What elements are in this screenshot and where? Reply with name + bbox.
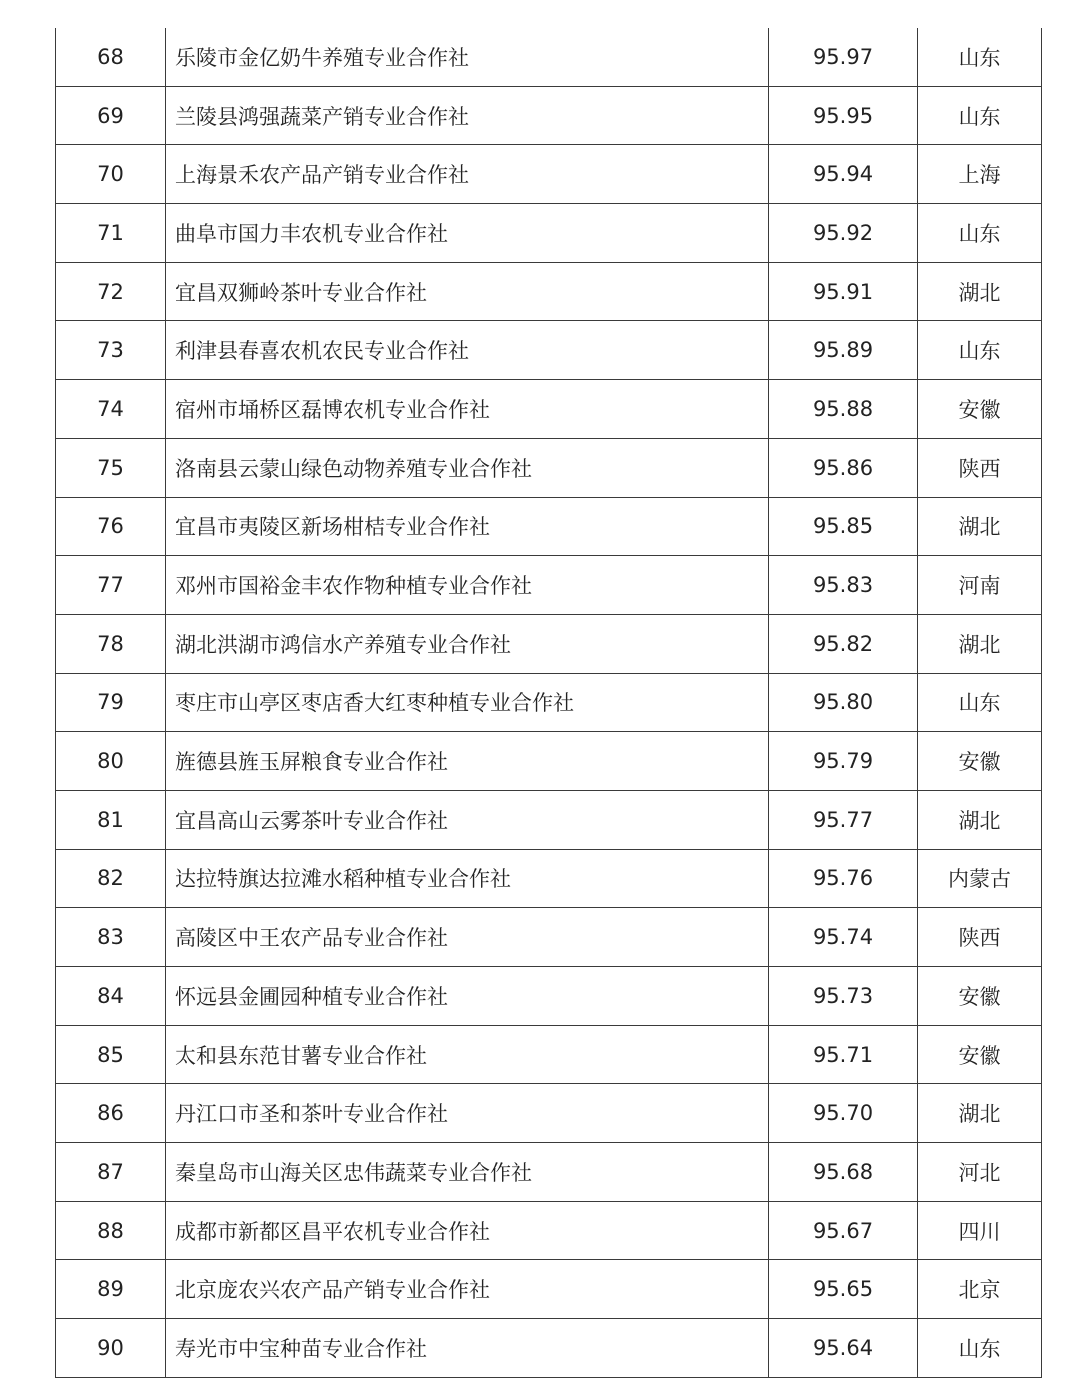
score-cell: 95.73 [769,967,918,1026]
cooperative-name-cell: 成都市新都区昌平农机专业合作社 [166,1201,769,1260]
score-cell: 95.74 [769,908,918,967]
province-cell: 北京 [918,1260,1042,1319]
rank-cell: 88 [56,1201,166,1260]
table-row [56,145,1042,204]
rank-cell: 87 [56,1143,166,1202]
province-cell: 四川 [918,1201,1042,1260]
score-cell: 95.86 [769,438,918,497]
cooperative-name-cell: 宜昌高山云雾茶叶专业合作社 [166,790,769,849]
rank-cell: 86 [56,1084,166,1143]
cooperative-name-cell: 洛南县云蒙山绿色动物养殖专业合作社 [166,438,769,497]
rank-cell: 80 [56,732,166,791]
province-cell: 山东 [918,673,1042,732]
cooperative-name-cell: 秦皇岛市山海关区忠伟蔬菜专业合作社 [166,1143,769,1202]
table-row [56,1319,1042,1378]
rank-cell: 79 [56,673,166,732]
cooperative-name-cell: 邓州市国裕金丰农作物种植专业合作社 [166,556,769,615]
cooperative-name-cell: 宜昌市夷陵区新场柑桔专业合作社 [166,497,769,556]
province-cell: 河北 [918,1143,1042,1202]
table-row [56,849,1042,908]
rank-cell: 89 [56,1260,166,1319]
cooperative-name-cell: 上海景禾农产品产销专业合作社 [166,145,769,204]
cooperative-name-cell: 乐陵市金亿奶牛养殖专业合作社 [166,28,769,86]
score-cell: 95.91 [769,262,918,321]
table-row [56,86,1042,145]
province-cell: 湖北 [918,1084,1042,1143]
province-cell: 湖北 [918,497,1042,556]
province-cell: 内蒙古 [918,849,1042,908]
table-row [56,1084,1042,1143]
table-row [56,673,1042,732]
province-cell: 山东 [918,1319,1042,1378]
score-cell: 95.88 [769,380,918,439]
table-row [56,614,1042,673]
score-cell: 95.95 [769,86,918,145]
table-row [56,438,1042,497]
province-cell: 安徽 [918,380,1042,439]
score-cell: 95.97 [769,28,918,86]
table-row [56,1201,1042,1260]
score-cell: 95.92 [769,204,918,263]
rank-cell: 84 [56,967,166,1026]
table-row [56,321,1042,380]
rank-cell: 83 [56,908,166,967]
cooperative-name-cell: 宿州市埇桥区磊博农机专业合作社 [166,380,769,439]
cooperative-name-cell: 寿光市中宝种苗专业合作社 [166,1319,769,1378]
ranking-table-body [56,28,1042,1377]
table-row [56,204,1042,263]
score-cell: 95.83 [769,556,918,615]
score-cell: 95.77 [769,790,918,849]
score-cell: 95.64 [769,1319,918,1378]
province-cell: 陕西 [918,908,1042,967]
cooperative-name-cell: 高陵区中王农产品专业合作社 [166,908,769,967]
cooperative-name-cell: 湖北洪湖市鸿信水产养殖专业合作社 [166,614,769,673]
score-cell: 95.89 [769,321,918,380]
cooperative-name-cell: 北京庞农兴农产品产销专业合作社 [166,1260,769,1319]
province-cell: 山东 [918,204,1042,263]
rank-cell: 70 [56,145,166,204]
cooperative-name-cell: 兰陵县鸿强蔬菜产销专业合作社 [166,86,769,145]
rank-cell: 68 [56,28,166,86]
score-cell: 95.76 [769,849,918,908]
province-cell: 山东 [918,28,1042,86]
score-cell: 95.68 [769,1143,918,1202]
province-cell: 山东 [918,86,1042,145]
rank-cell: 76 [56,497,166,556]
cooperative-name-cell: 曲阜市国力丰农机专业合作社 [166,204,769,263]
cooperative-name-cell: 枣庄市山亭区枣店香大红枣种植专业合作社 [166,673,769,732]
rank-cell: 82 [56,849,166,908]
cooperative-name-cell: 旌德县旌玉屏粮食专业合作社 [166,732,769,791]
table-row [56,556,1042,615]
table-row [56,262,1042,321]
score-cell: 95.80 [769,673,918,732]
rank-cell: 90 [56,1319,166,1378]
cooperative-name-cell: 丹江口市圣和茶叶专业合作社 [166,1084,769,1143]
cooperative-name-cell: 达拉特旗达拉滩水稻种植专业合作社 [166,849,769,908]
table-row [56,1025,1042,1084]
province-cell: 山东 [918,321,1042,380]
cooperative-name-cell: 宜昌双狮岭茶叶专业合作社 [166,262,769,321]
score-cell: 95.94 [769,145,918,204]
province-cell: 湖北 [918,262,1042,321]
table-row [56,1260,1042,1319]
score-cell: 95.70 [769,1084,918,1143]
cooperative-name-cell: 利津县春喜农机农民专业合作社 [166,321,769,380]
score-cell: 95.71 [769,1025,918,1084]
rank-cell: 71 [56,204,166,263]
province-cell: 陕西 [918,438,1042,497]
rank-cell: 75 [56,438,166,497]
score-cell: 95.85 [769,497,918,556]
province-cell: 安徽 [918,967,1042,1026]
table-row [56,28,1042,86]
province-cell: 湖北 [918,614,1042,673]
province-cell: 上海 [918,145,1042,204]
rank-cell: 74 [56,380,166,439]
score-cell: 95.79 [769,732,918,791]
table-row [56,732,1042,791]
rank-cell: 78 [56,614,166,673]
province-cell: 湖北 [918,790,1042,849]
rank-cell: 72 [56,262,166,321]
province-cell: 河南 [918,556,1042,615]
rank-cell: 77 [56,556,166,615]
rank-cell: 73 [56,321,166,380]
province-cell: 安徽 [918,732,1042,791]
rank-cell: 85 [56,1025,166,1084]
table-row [56,380,1042,439]
table-row [56,1143,1042,1202]
score-cell: 95.65 [769,1260,918,1319]
province-cell: 安徽 [918,1025,1042,1084]
rank-cell: 81 [56,790,166,849]
score-cell: 95.67 [769,1201,918,1260]
rank-cell: 69 [56,86,166,145]
table-row [56,967,1042,1026]
table-row [56,908,1042,967]
cooperative-name-cell: 太和县东范甘薯专业合作社 [166,1025,769,1084]
score-cell: 95.82 [769,614,918,673]
ranking-table [55,28,1042,1378]
table-row [56,790,1042,849]
table-row [56,497,1042,556]
cooperative-name-cell: 怀远县金圃园种植专业合作社 [166,967,769,1026]
